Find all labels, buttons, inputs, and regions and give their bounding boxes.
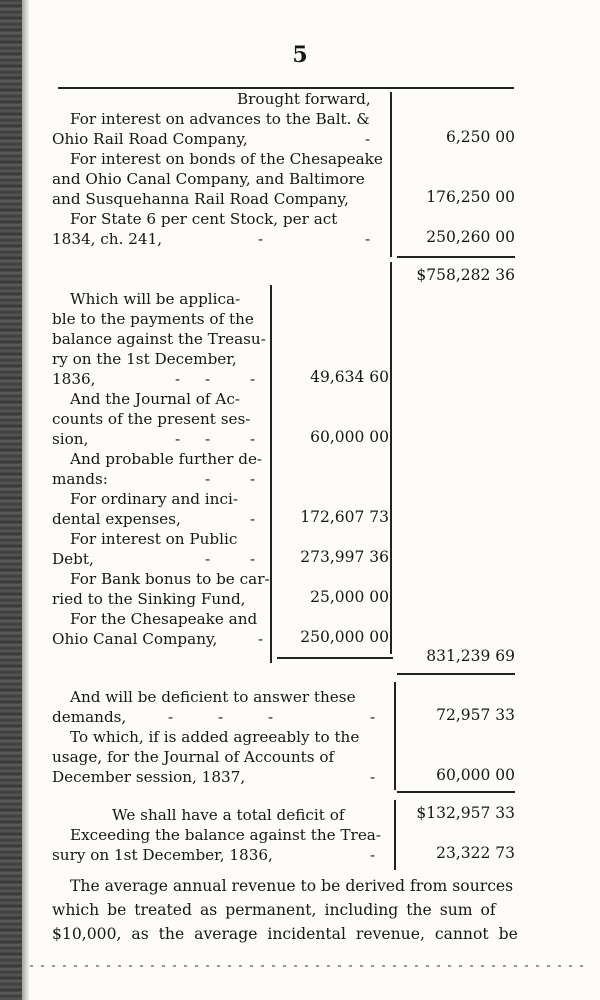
dash: -: [258, 630, 264, 648]
binding-shadow: [22, 0, 30, 1000]
book-binding-edge: [0, 0, 22, 1000]
page-bottom-edge: [30, 965, 590, 967]
line-added-3: December session, 1837,: [52, 768, 246, 786]
line-state-stock-1: For State 6 per cent Stock, per act: [70, 210, 338, 228]
dash: -: [175, 370, 181, 388]
middle-total-rule: [397, 673, 515, 675]
amount-balance-treasury: 49,634 60: [310, 368, 389, 386]
dash: -: [205, 430, 211, 448]
middle-right-column-rule: [390, 262, 392, 654]
page-number: 5: [292, 42, 308, 68]
amount-chesapeake: 250,000 00: [300, 628, 389, 646]
line-interest-bonds-1: For interest on bonds of the Chesapeake: [70, 150, 383, 168]
dash: -: [250, 430, 256, 448]
line-journal-2: counts of the present ses-: [52, 410, 251, 428]
line-ordinary-expenses-2: dental expenses,: [52, 510, 181, 528]
amount-state-stock: 250,260 00: [426, 228, 515, 246]
line-further-demands-1: And probable further de-: [70, 450, 263, 468]
middle-total: 831,239 69: [426, 647, 515, 665]
line-chesapeake-2: Ohio Canal Company,: [52, 630, 218, 648]
line-added-2: usage, for the Journal of Accounts of: [52, 748, 335, 766]
middle-subtotal-rule: [277, 657, 393, 659]
dash: -: [370, 708, 376, 726]
line-ordinary-expenses-1: For ordinary and inci-: [70, 490, 238, 508]
line-deficient-2: demands,: [52, 708, 127, 726]
line-interest-balt-ohio-1: For interest on advances to the Balt. &: [70, 110, 370, 128]
amount-journal-1837: 60,000 00: [436, 766, 515, 784]
line-applicable-3: balance against the Treasu-: [52, 330, 266, 348]
total-column-rule: [394, 800, 396, 870]
paragraph-line-3: $10,000, as the average incidental revenue, cannot be: [52, 925, 518, 943]
line-public-debt-1: For interest on Public: [70, 530, 238, 548]
top-section-total-rule: [397, 256, 515, 258]
amount-balt-ohio: 6,250 00: [445, 128, 515, 146]
line-state-stock-2: 1834, ch. 241,: [52, 230, 163, 248]
line-interest-balt-ohio-2: Ohio Rail Road Company,: [52, 130, 248, 148]
line-exceeding-2: sury on 1st December, 1836,: [52, 846, 273, 864]
line-applicable-2: ble to the payments of the: [52, 310, 254, 328]
line-journal-1: And the Journal of Ac-: [70, 390, 240, 408]
dash: -: [250, 470, 256, 488]
line-bank-bonus-2: ried to the Sinking Fund,: [52, 590, 246, 608]
dash: -: [250, 550, 256, 568]
paragraph-line-1: The average annual revenue to be derived from sources: [70, 877, 514, 895]
line-exceeding-1: Exceeding the balance against the Trea-: [70, 826, 381, 844]
line-public-debt-2: Debt,: [52, 550, 94, 568]
line-bank-bonus-1: For Bank bonus to be car-: [70, 570, 270, 588]
dash: -: [268, 708, 274, 726]
dash: -: [218, 708, 224, 726]
dash: -: [258, 230, 264, 248]
middle-left-column-rule: [270, 285, 272, 663]
dash: -: [365, 230, 371, 248]
amount-ordinary-expenses: 172,607 73: [300, 508, 389, 526]
line-applicable-4: ry on the 1st December,: [52, 350, 237, 368]
dash: -: [250, 370, 256, 388]
deficit-total-rule: [397, 791, 515, 793]
dash: -: [250, 510, 256, 528]
dash: -: [370, 768, 376, 786]
amount-journal: 60,000 00: [310, 428, 389, 446]
top-section-column-rule: [390, 92, 392, 257]
brought-forward-label: Brought forward,: [237, 90, 371, 108]
paragraph-line-2: which be treated as permanent, including the sum of: [52, 901, 496, 919]
dash: -: [168, 708, 174, 726]
line-interest-bonds-2: and Ohio Canal Company, and Baltimore: [52, 170, 365, 188]
line-further-demands-2: mands:: [52, 470, 108, 488]
amount-exceeding: 23,322 73: [436, 844, 515, 862]
dash: -: [205, 470, 211, 488]
dash: -: [205, 550, 211, 568]
line-applicable-5: 1836,: [52, 370, 96, 388]
dash: -: [175, 430, 181, 448]
amount-public-debt: 273,997 36: [300, 548, 389, 566]
amount-deficient: 72,957 33: [436, 706, 515, 724]
deficit-column-rule: [394, 682, 396, 790]
top-total: $758,282 36: [416, 266, 515, 284]
dash: -: [365, 130, 371, 148]
amount-bonds: 176,250 00: [426, 188, 515, 206]
dash: -: [205, 370, 211, 388]
line-interest-bonds-3: and Susquehanna Rail Road Company,: [52, 190, 349, 208]
line-total-deficit: We shall have a total deficit of: [112, 806, 345, 824]
line-added-1: To which, if is added agreeably to the: [70, 728, 360, 746]
line-deficient-1: And will be deficient to answer these: [70, 688, 356, 706]
line-journal-3: sion,: [52, 430, 89, 448]
line-chesapeake-1: For the Chesapeake and: [70, 610, 258, 628]
amount-total-deficit: $132,957 33: [416, 804, 515, 822]
line-applicable-1: Which will be applica-: [70, 290, 241, 308]
amount-bank-bonus: 25,000 00: [310, 588, 389, 606]
dash: -: [370, 846, 376, 864]
